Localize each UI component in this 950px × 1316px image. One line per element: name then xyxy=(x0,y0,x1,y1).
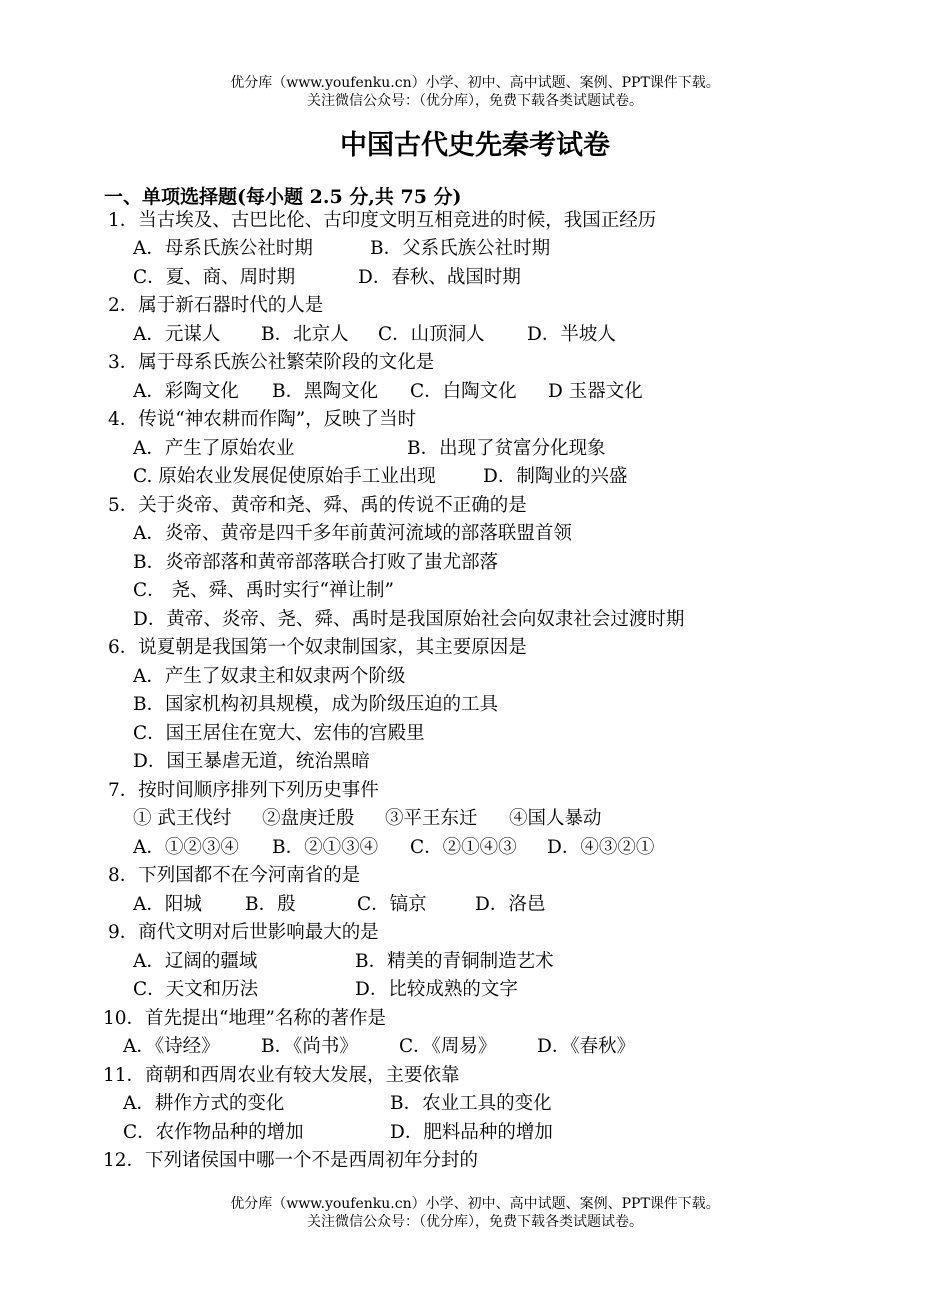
option-b: B．精美的青铜制造艺术 xyxy=(355,951,554,972)
footer-line-2: 关注微信公众号：（优分库），免费下载各类试题试卷。 xyxy=(307,1214,643,1230)
option-b: B．出现了贫富分化现象 xyxy=(407,438,606,459)
option-c: C．②①④③ xyxy=(410,837,517,858)
question-8-stem: 8．下列国都不在今河南省的是 xyxy=(108,865,361,886)
question-6-stem: 6．说夏朝是我国第一个奴隶制国家，其主要原因是 xyxy=(108,637,527,658)
event-4: ④国人暴动 xyxy=(509,808,602,829)
option-d: D．国王暴虐无道，统治黑暗 xyxy=(133,751,370,772)
event-2: ②盘庚迁殷 xyxy=(262,808,355,829)
option-d: D．半坡人 xyxy=(527,324,616,345)
option-d: D 玉器文化 xyxy=(548,381,643,402)
option-c: C. 原始农业发展促使原始手工业出现 xyxy=(133,466,436,487)
question-12-stem: 12．下列诸侯国中哪一个不是西周初年分封的 xyxy=(103,1150,479,1171)
question-9-stem: 9．商代文明对后世影响最大的是 xyxy=(108,922,379,943)
option-d: D．洛邑 xyxy=(475,894,546,915)
header-line-2: 关注微信公众号：（优分库），免费下载各类试题试卷。 xyxy=(307,93,643,109)
option-a: A．耕作方式的变化 xyxy=(123,1093,285,1114)
event-1: ① 武王伐纣 xyxy=(133,808,232,829)
option-c: C．天文和历法 xyxy=(133,979,259,1000)
option-b: B．北京人 xyxy=(261,324,349,345)
option-c: C．农作物品种的增加 xyxy=(123,1122,304,1143)
option-a: A．《诗经》 xyxy=(123,1036,220,1057)
option-d: D．制陶业的兴盛 xyxy=(483,466,628,487)
option-c: C．白陶文化 xyxy=(410,381,517,402)
footer-line-1: 优分库（www.youfenku.cn）小学、初中、高中试题、案例、PPT课件下载。 xyxy=(230,1196,720,1212)
option-a: A．①②③④ xyxy=(133,837,239,858)
option-c: C．《周易》 xyxy=(399,1036,497,1057)
header-line-1: 优分库（www.youfenku.cn）小学、初中、高中试题、案例、PPT课件下载。 xyxy=(230,75,720,91)
page-title: 中国古代史先秦考试卷 xyxy=(340,130,610,161)
question-10-stem: 10．首先提出“地理”名称的著作是 xyxy=(103,1008,386,1029)
option-a: A．彩陶文化 xyxy=(133,381,239,402)
option-a: A．产生了原始农业 xyxy=(133,438,295,459)
question-4-stem: 4．传说“神农耕而作陶”，反映了当时 xyxy=(108,409,417,430)
option-b: B．《尚书》 xyxy=(261,1036,358,1057)
option-c: C．国王居住在宽大、宏伟的宫殿里 xyxy=(133,723,425,744)
option-c: C． 尧、舜、禹时实行“禅让制” xyxy=(133,580,394,601)
option-d: D．《春秋》 xyxy=(537,1036,636,1057)
option-a: A．辽阔的疆域 xyxy=(133,951,258,972)
section-heading: 一、单项选择题(每小题 2.5 分,共 75 分) xyxy=(104,186,462,208)
option-c: C．夏、商、周时期 xyxy=(133,267,296,288)
question-5-stem: 5．关于炎帝、黄帝和尧、舜、禹的传说不正确的是 xyxy=(108,495,527,516)
question-7-stem: 7．按时间顺序排列下列历史事件 xyxy=(108,780,379,801)
option-a: A．阳城 xyxy=(133,894,202,915)
option-b: B．农业工具的变化 xyxy=(390,1093,552,1114)
option-b: B．②①③④ xyxy=(272,837,379,858)
option-a: A．元谋人 xyxy=(133,324,221,345)
option-b: B．父系氏族公社时期 xyxy=(370,238,551,259)
option-d: D．④③②① xyxy=(547,837,655,858)
option-d: D．春秋、战国时期 xyxy=(358,267,521,288)
option-b: B．炎帝部落和黄帝部落联合打败了蚩尤部落 xyxy=(133,552,499,573)
option-d: D．黄帝、炎帝、尧、舜、禹时是我国原始社会向奴隶社会过渡时期 xyxy=(133,609,685,630)
option-c: C．山顶洞人 xyxy=(378,324,485,345)
option-d: D．比较成熟的文字 xyxy=(355,979,518,1000)
question-11-stem: 11．商朝和西周农业有较大发展，主要依靠 xyxy=(103,1065,460,1086)
option-c: C．镐京 xyxy=(357,894,427,915)
question-3-stem: 3．属于母系氏族公社繁荣阶段的文化是 xyxy=(108,352,435,373)
option-b: B．黑陶文化 xyxy=(272,381,379,402)
option-b: B．国家机构初具规模，成为阶级压迫的工具 xyxy=(133,694,499,715)
question-1-stem: 1．当古埃及、古巴比伦、古印度文明互相竞进的时候，我国正经历 xyxy=(108,210,657,231)
option-d: D．肥料品种的增加 xyxy=(390,1122,553,1143)
question-2-stem: 2．属于新石器时代的人是 xyxy=(108,295,324,316)
event-3: ③平王东迁 xyxy=(385,808,478,829)
option-a: A．产生了奴隶主和奴隶两个阶级 xyxy=(133,666,406,687)
option-b: B．殷 xyxy=(245,894,296,915)
option-a: A．炎帝、黄帝是四千多年前黄河流域的部落联盟首领 xyxy=(133,523,572,544)
option-a: A．母系氏族公社时期 xyxy=(133,238,313,259)
